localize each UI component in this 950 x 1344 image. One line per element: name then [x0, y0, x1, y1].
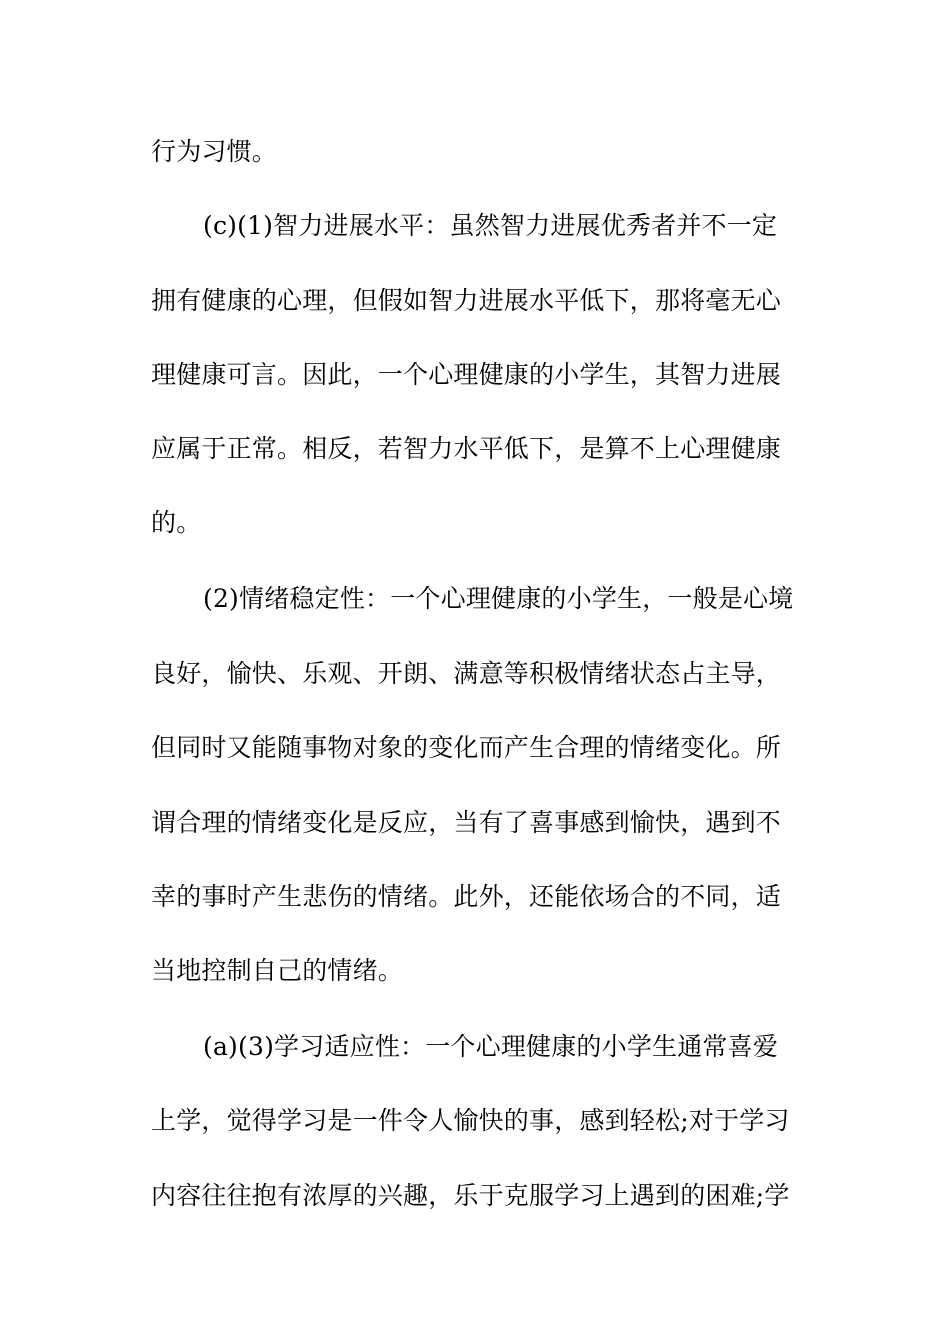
text-line: 良好，愉快、乐观、开朗、满意等积极情绪状态占主导， — [151, 659, 782, 688]
text-line: 行为习惯。 — [151, 137, 278, 166]
text-line: 应属于正常。相反，若智力水平低下，是算不上心理健康 — [151, 434, 782, 463]
text-line: 内容往往抱有浓厚的兴趣，乐于克服学习上遇到的困难;学 — [151, 1181, 790, 1210]
text-line: 幸的事时产生悲伤的情绪。此外，还能依场合的不同，适 — [151, 882, 782, 911]
text-line: 的。 — [151, 508, 202, 537]
text-line: 理健康可言。因此，一个心理健康的小学生，其智力进展 — [151, 360, 782, 389]
text-line: 当地控制自己的情绪。 — [151, 956, 404, 985]
paragraph-start-line: (c)(1)智力进展水平：虽然智力进展优秀者并不一定 — [203, 211, 778, 240]
text-line: 拥有健康的心理，但假如智力进展水平低下，那将毫无心 — [151, 286, 782, 315]
paragraph-start-line: (2)情绪稳定性：一个心理健康的小学生，一般是心境 — [203, 584, 794, 613]
paragraph-start-line: (a)(3)学习适应性：一个心理健康的小学生通常喜爱 — [203, 1032, 779, 1061]
text-line: 上学，觉得学习是一件令人愉快的事，感到轻松;对于学习 — [151, 1106, 790, 1135]
text-line: 但同时又能随事物对象的变化而产生合理的情绪变化。所 — [151, 733, 782, 762]
text-line: 谓合理的情绪变化是反应，当有了喜事感到愉快，遇到不 — [151, 808, 782, 837]
